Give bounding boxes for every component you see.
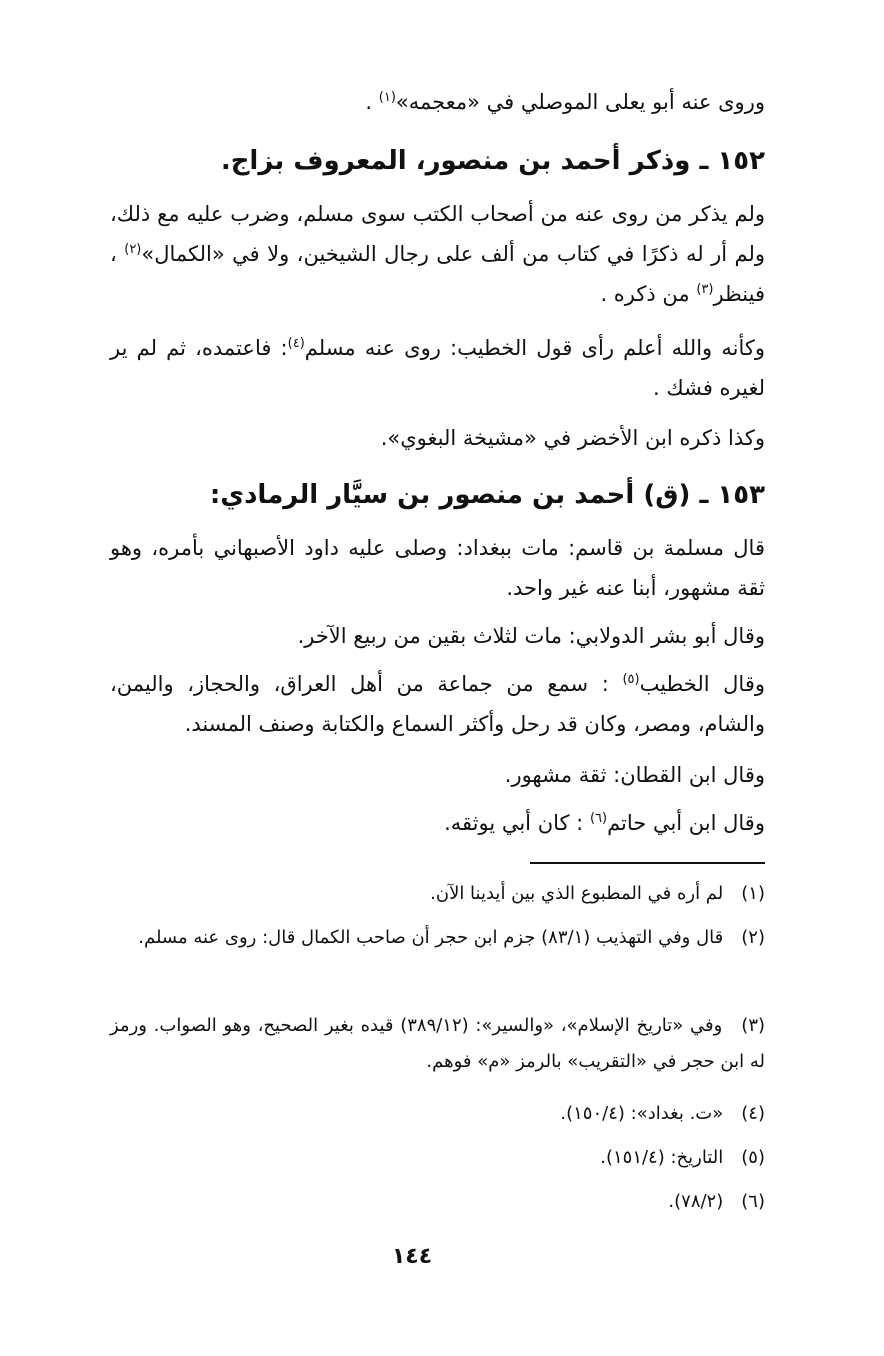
entry-153-p5-tail: : كان أبي يوثقه. — [444, 811, 590, 835]
footnote-text: (٧٨/٢). — [668, 1191, 724, 1212]
footnote-3 — [110, 1008, 765, 1080]
footnote-separator — [530, 862, 765, 864]
entry-153-paragraph-5 — [110, 803, 765, 843]
footnote-5 — [110, 1140, 765, 1176]
footnote-text: لم أره في المطبوع الذي بين أيدينا الآن. — [430, 883, 724, 904]
entry-153-heading: ١٥٣ ـ (ق) أحمد بن منصور بن سيَّار الرمادي: — [209, 480, 765, 510]
entry-152-paragraph-1 — [110, 194, 765, 314]
entry-153-p3-text: وقال الخطيب — [639, 672, 766, 696]
entry-152-p2-tail: : فاعتمده، ثم لم ير لغيره فشك . — [110, 336, 765, 400]
entry-153-paragraph-4: وقال ابن القطان: ثقة مشهور. — [504, 763, 765, 787]
entry-153-p3-tail: : سمع من جماعة من أهل العراق، والحجاز، واليمن، والشام، ومصر، وكان قد رحل وأكثر السماع والكتابة وصنف المسند. — [110, 672, 765, 736]
footnote-1 — [110, 876, 765, 912]
footnote-text: وفي «تاريخ الإسلام»، «والسير»: (٣٨٩/١٢) قيده بغير الصحيح، وهو الصواب. ورمز له ابن حجر في «التقريب» بالرمز «م» فوهم. — [110, 1015, 765, 1072]
footnote-4 — [110, 1096, 765, 1132]
entry-152-p1-mid: ، فينظر — [110, 242, 765, 306]
previous-entry-text: وروى عنه أبو يعلى الموصلي في «معجمه» — [395, 90, 765, 114]
previous-entry-line — [110, 82, 765, 122]
entry-153-paragraph-3 — [110, 664, 765, 744]
entry-153-paragraph-2: وقال أبو بشر الدولابي: مات لثلاث بقين من ربيع الآخر. — [297, 624, 765, 648]
footnote-2 — [110, 920, 765, 956]
entry-152-p1-text: ولم يذكر من روى عنه من أصحاب الكتب سوى مسلم، وضرب عليه مع ذلك، ولم أر له ذكرًا في كتاب من ألف على رجال الشيخين، ولا في «الكمال» — [110, 202, 766, 266]
footnote-number: (٤) — [741, 1103, 765, 1124]
footnote-number: (٥) — [741, 1147, 765, 1168]
footnote-number: (٢) — [741, 927, 765, 948]
entry-152-p1-tail: من ذكره . — [600, 282, 697, 306]
entry-152-heading: ١٥٢ ـ وذكر أحمد بن منصور، المعروف بزاج. — [220, 146, 765, 176]
previous-entry-tail: . — [365, 90, 379, 114]
footnote-ref-1: (١) — [378, 90, 396, 105]
footnote-6 — [110, 1184, 765, 1220]
footnote-ref-4: (٤) — [287, 336, 305, 351]
footnote-number: (١) — [741, 883, 765, 904]
footnote-ref-6: (٦) — [589, 811, 608, 826]
footnote-ref-5: (٥) — [622, 672, 640, 687]
entry-152-paragraph-2 — [110, 328, 765, 408]
footnote-text: التاريخ: (١٥١/٤). — [600, 1147, 724, 1168]
footnote-number: (٦) — [741, 1191, 765, 1212]
entry-152-paragraph-3: وكذا ذكره ابن الأخضر في «مشيخة البغوي». — [380, 426, 765, 450]
entry-153-paragraph-1: قال مسلمة بن قاسم: مات ببغداد: وصلى عليه داود الأصبهاني بأمره، وهو ثقة مشهور، أبنا عنه غير واحد. — [110, 536, 765, 600]
footnote-text: «ت. بغداد»: (١٥٠/٤). — [560, 1103, 724, 1124]
footnote-number: (٣) — [741, 1015, 766, 1036]
page-number: ١٤٤ — [391, 1244, 433, 1269]
footnote-ref-2: (٢) — [124, 242, 142, 257]
entry-153-p5-text: وقال ابن أبي حاتم — [607, 811, 765, 835]
footnote-ref-3: (٣) — [696, 282, 714, 297]
entry-152-p2-text: وكأنه والله أعلم رأى قول الخطيب: روى عنه مسلم — [304, 336, 765, 360]
footnote-text: قال وفي التهذيب (٨٣/١) جزم ابن حجر أن صاحب الكمال قال: روى عنه مسلم. — [138, 927, 724, 948]
